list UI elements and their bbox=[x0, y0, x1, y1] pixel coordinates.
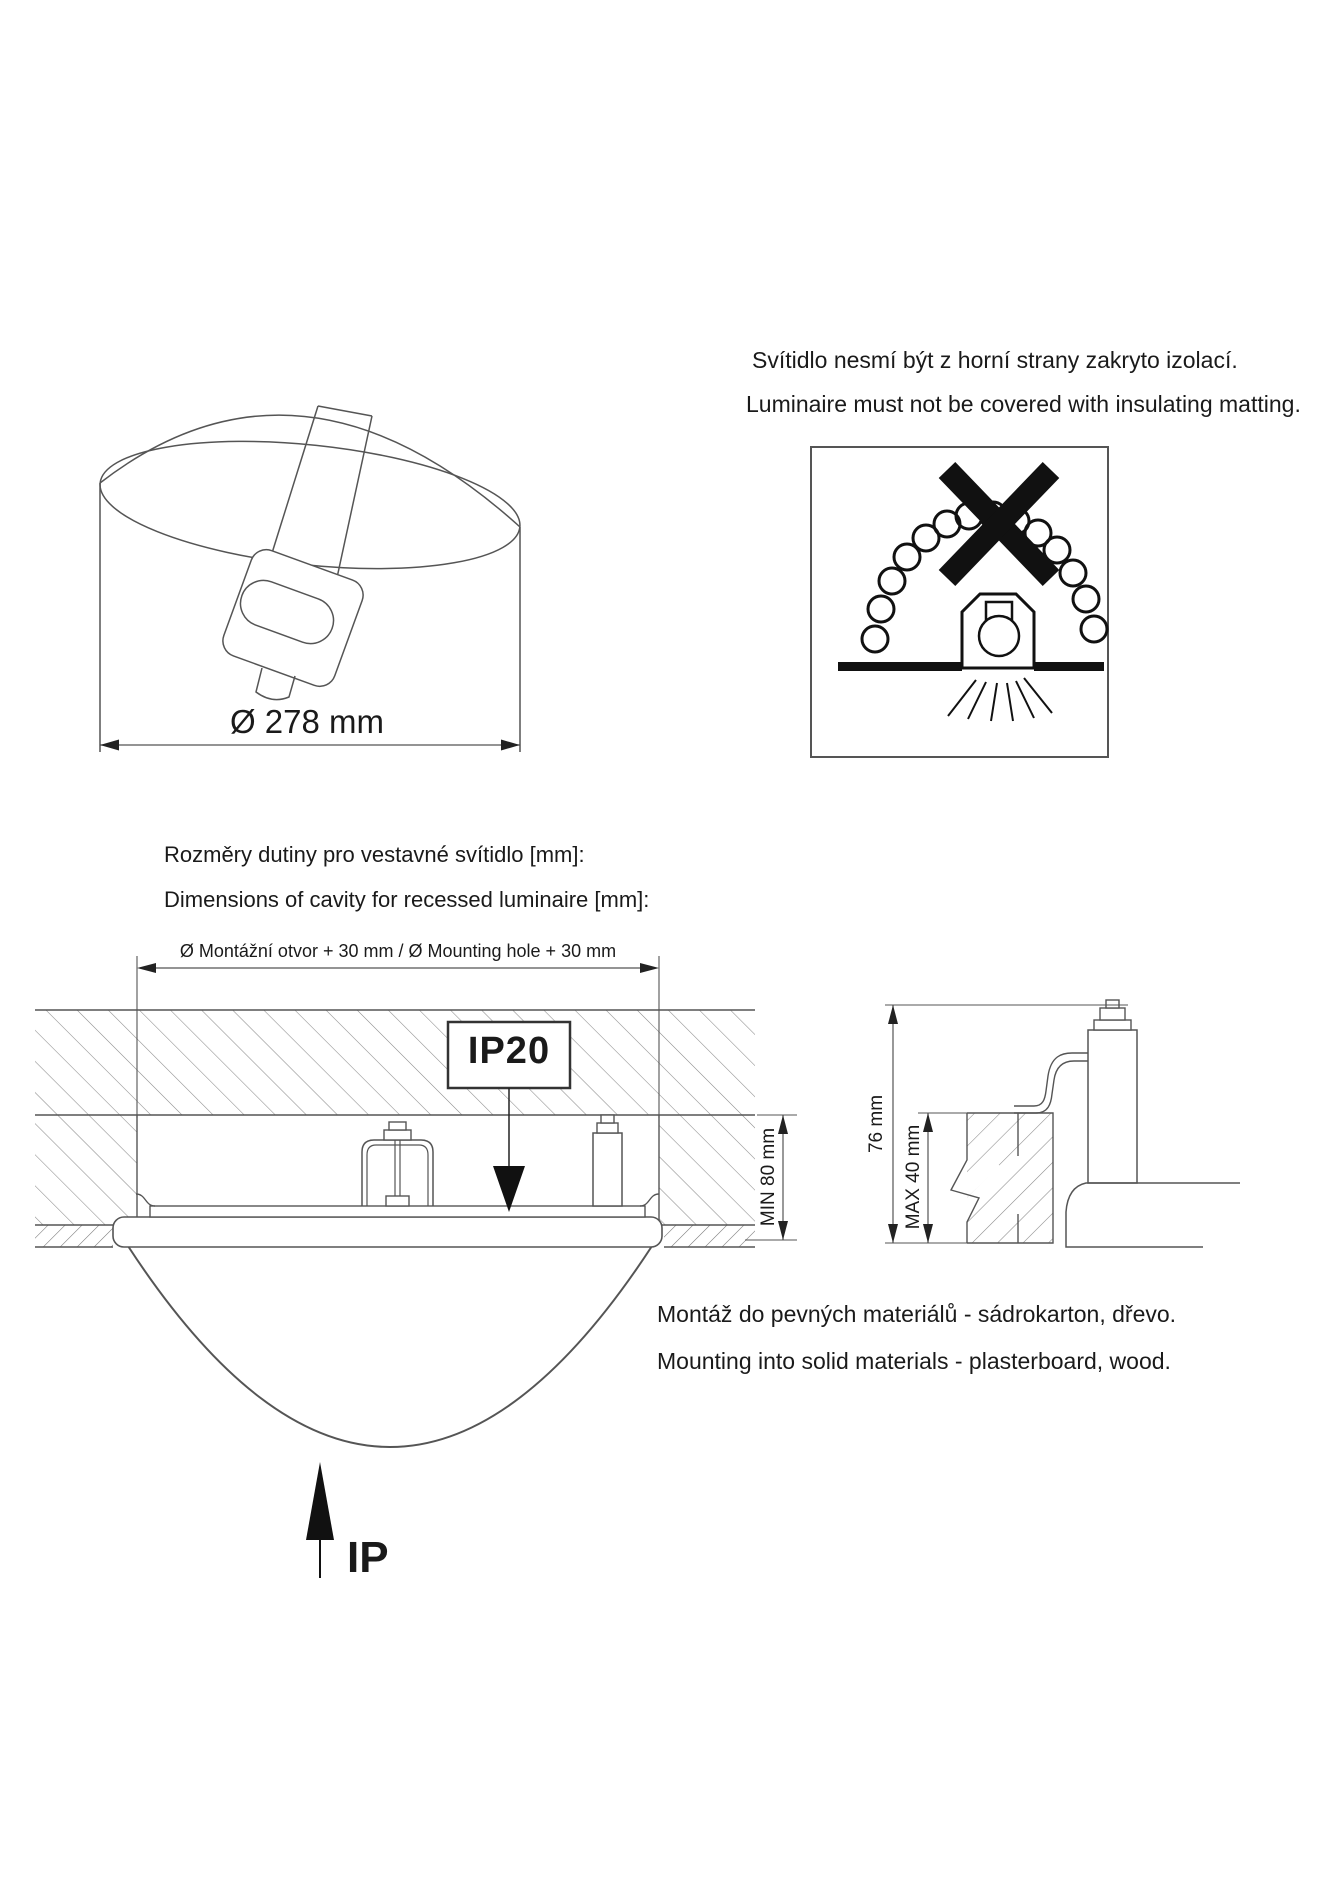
ip-rating-label: IP20 bbox=[467, 1030, 551, 1072]
clamp-bracket bbox=[1014, 1053, 1088, 1113]
plasterboard-strip-right bbox=[664, 1225, 755, 1247]
luminaire-trim-ring bbox=[113, 1217, 662, 1247]
ip-pointer-label: IP bbox=[347, 1533, 389, 1582]
mounting-post-right bbox=[593, 1115, 622, 1206]
fixing-clip-left bbox=[136, 1194, 155, 1206]
luminaire-rim-section bbox=[1066, 1183, 1240, 1247]
ip-up-arrow bbox=[306, 1462, 334, 1578]
dimension-arrow-right bbox=[640, 963, 659, 973]
mounting-spring-left bbox=[362, 1122, 433, 1206]
mounting-note-en: Mounting into solid materials - plasterboard, wood. bbox=[657, 1348, 1171, 1374]
mounting-clamp-plate bbox=[218, 545, 367, 691]
spring-post bbox=[1088, 1000, 1137, 1183]
min-depth-label: MIN 80 mm bbox=[758, 1127, 780, 1227]
max-thickness-label: MAX 40 mm bbox=[903, 1124, 925, 1230]
mounting-note-cz: Montáž do pevných materiálů - sádrokarton, dřevo. bbox=[657, 1301, 1177, 1327]
dimension-arrow-left bbox=[137, 963, 156, 973]
diameter-dimension-label: Ø 278 mm bbox=[229, 703, 385, 740]
ceiling-hatch-right-column bbox=[659, 1115, 755, 1225]
luminaire-dome bbox=[128, 1246, 652, 1447]
insulation-warning-text-en: Luminaire must not be covered with insulating matting. bbox=[746, 391, 1301, 417]
dimension-arrow-left bbox=[100, 740, 119, 751]
lamp-bulb bbox=[979, 616, 1019, 656]
luminaire-mounting-plate bbox=[150, 1206, 645, 1217]
luminaire-perspective-drawing bbox=[94, 406, 526, 752]
ceiling-line bbox=[838, 662, 962, 671]
side-mounting-cross-section bbox=[885, 1000, 1240, 1247]
dimension-arrow-right bbox=[501, 740, 520, 751]
plasterboard-strip-left bbox=[35, 1225, 113, 1247]
overall-height-label: 76 mm bbox=[866, 1094, 888, 1154]
ceiling-line bbox=[1034, 662, 1104, 671]
arrow-up-icon bbox=[306, 1462, 334, 1540]
cavity-heading-en: Dimensions of cavity for recessed luminaire [mm]: bbox=[164, 887, 650, 912]
ip20-arrow bbox=[493, 1166, 525, 1212]
ceiling-hatch-left-column bbox=[35, 1115, 137, 1225]
diameter-dimension bbox=[100, 740, 520, 751]
dimension-arrow-up bbox=[888, 1005, 898, 1024]
insulation-warning-text-cz: Svítidlo nesmí být z horní strany zakryto izolací. bbox=[752, 347, 1238, 373]
cavity-heading-cz: Rozměry dutiny pro vestavné svítidlo [mm]: bbox=[164, 842, 585, 867]
insulation-warning-pictogram bbox=[811, 447, 1108, 757]
fixing-clip-right bbox=[640, 1194, 659, 1206]
dimension-arrow-down bbox=[888, 1224, 898, 1243]
max-thickness-dimension bbox=[918, 1113, 967, 1243]
ceiling-hatch-band bbox=[35, 1010, 755, 1115]
luminaire-rim bbox=[94, 423, 526, 586]
mounting-hole-dimension-label: Ø Montážní otvor + 30 mm / Ø Mounting hole + 30 mm bbox=[179, 941, 617, 961]
